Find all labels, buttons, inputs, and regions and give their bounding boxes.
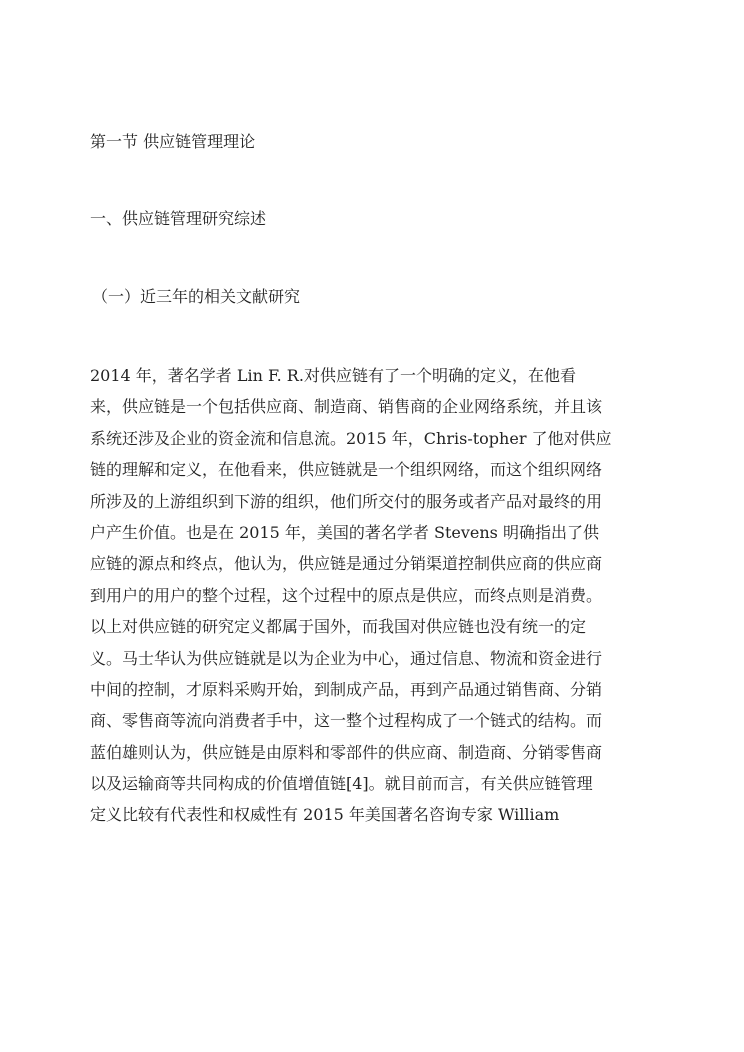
section-title: 第一节 供应链管理理论 xyxy=(90,132,256,151)
paragraph-line: 蓝伯雄则认为，供应链是由原料和零部件的供应商、制造商、分销零售商 xyxy=(90,742,603,762)
paragraph-line: 所涉及的上游组织到下游的组织，他们所交付的服务或者产品对最终的用 xyxy=(90,491,603,511)
paragraph-line: 户产生价值。也是在 2015 年，美国的著名学者 Stevens 明确指出了供 xyxy=(90,522,599,542)
paragraph-line: 商、零售商等流向消费者手中，这一整个过程构成了一个链式的结构。而 xyxy=(90,711,603,731)
paragraph-line: 到用户的用户的整个过程，这个过程中的原点是供应，而终点则是消费。 xyxy=(90,585,603,605)
paragraph-line: 义。马士华认为供应链就是以为企业为中心，通过信息、物流和资金进行 xyxy=(90,648,603,668)
subsection-title: 一、供应链管理研究综述 xyxy=(90,209,267,228)
paragraph-line: 链的理解和定义，在他看来，供应链就是一个组织网络，而这个组织网络 xyxy=(90,460,603,480)
paragraph-line: 中间的控制，才原料采购开始，到制成产品，再到产品通过销售商、分销 xyxy=(90,679,603,699)
paragraph-line: 2014 年，著名学者 Lin F. R.对供应链有了一个明确的定义，在他看 xyxy=(90,366,576,385)
paragraph-line: 以及运输商等共同构成的价值增值链[4]。就目前而言，有关供应链管理 xyxy=(90,774,593,794)
subsubsection-title: （一）近三年的相关文献研究 xyxy=(92,287,301,306)
paragraph-line: 系统还涉及企业的资金流和信息流。2015 年，Chris-topher 了他对供应 xyxy=(90,428,612,448)
paragraph-line: 定义比较有代表性和权威性有 2015 年美国著名咨询专家 William xyxy=(90,805,560,825)
paragraph-line: 以上对供应链的研究定义都属于国外，而我国对供应链也没有统一的定 xyxy=(90,617,587,637)
paragraph-line: 来，供应链是一个包括供应商、制造商、销售商的企业网络系统，并且该 xyxy=(90,397,603,417)
body-paragraph xyxy=(90,360,670,831)
paragraph-line: 应链的源点和终点，他认为，供应链是通过分销渠道控制供应商的供应商 xyxy=(90,554,603,574)
